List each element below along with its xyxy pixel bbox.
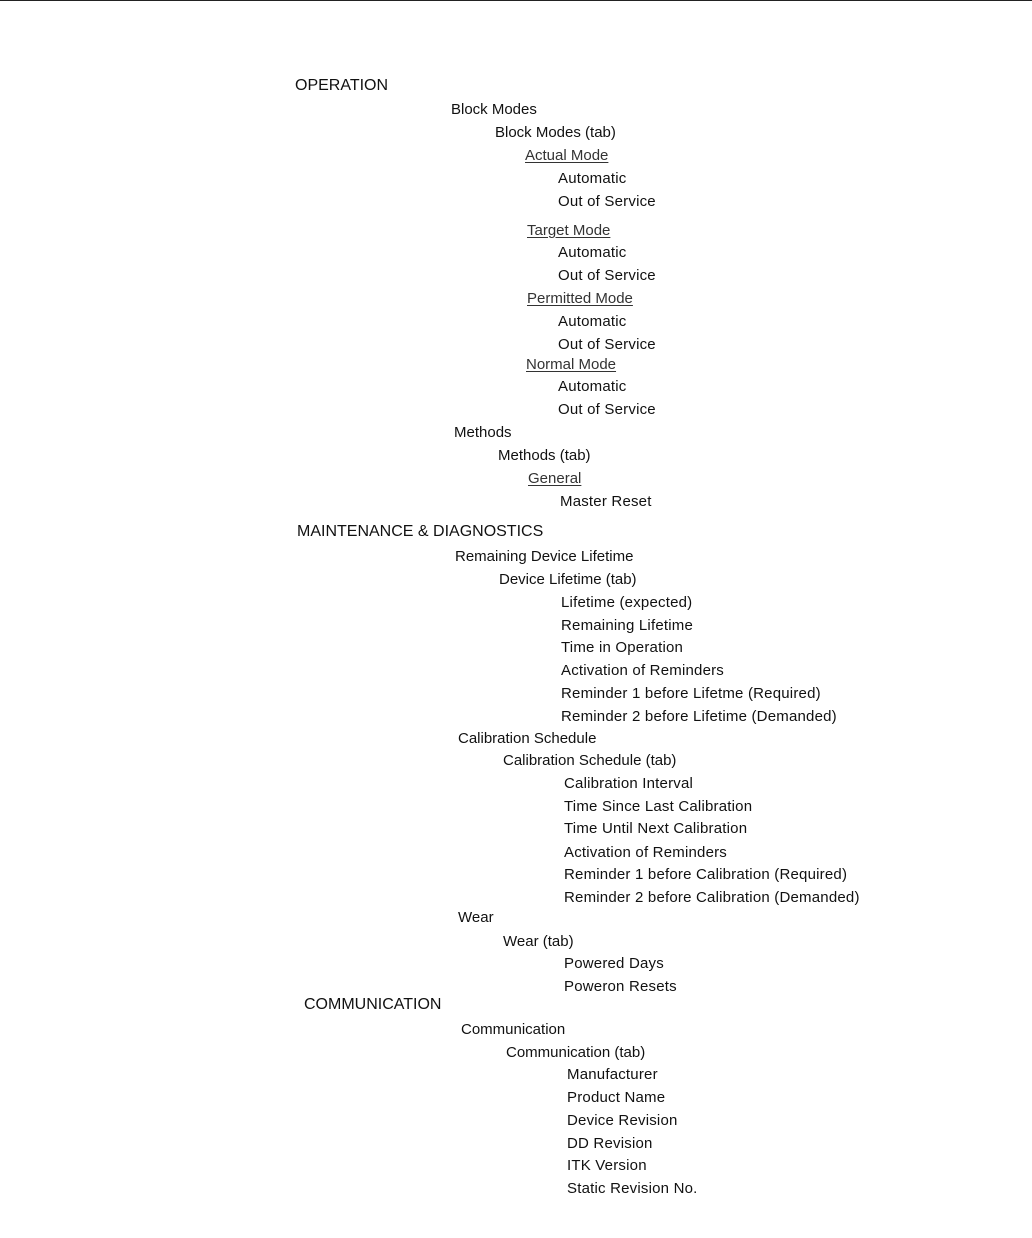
section-operation[interactable]: OPERATION [295,77,389,94]
group-wear[interactable]: Wear [458,909,494,926]
tab-communication[interactable]: Communication (tab) [506,1044,646,1061]
list-item[interactable]: Automatic [558,244,627,261]
group-block-modes[interactable]: Block Modes [451,101,537,118]
list-item[interactable]: Activation of Reminders [561,662,725,679]
list-item[interactable]: Product Name [567,1089,666,1106]
list-item[interactable]: Reminder 2 before Calibration (Demanded) [564,889,860,906]
list-item[interactable]: Reminder 2 before Lifetime (Demanded) [561,708,837,725]
tab-device-lifetime[interactable]: Device Lifetime (tab) [499,571,637,588]
list-item[interactable]: Out of Service [558,336,656,353]
list-item[interactable]: Reminder 1 before Lifetme (Required) [561,685,821,702]
list-item[interactable]: Device Revision [567,1112,678,1129]
list-item[interactable]: Manufacturer [567,1066,658,1083]
list-item[interactable]: Remaining Lifetime [561,617,693,634]
list-item[interactable]: Reminder 1 before Calibration (Required) [564,866,848,883]
list-item[interactable]: Calibration Interval [564,775,694,792]
list-item[interactable]: Lifetime (expected) [561,594,693,611]
list-item[interactable]: Out of Service [558,193,656,210]
subheading-permitted-mode: Permitted Mode [527,290,633,307]
list-item[interactable]: Time in Operation [561,639,684,656]
list-item[interactable]: Automatic [558,378,627,395]
tab-calibration-schedule[interactable]: Calibration Schedule (tab) [503,752,677,769]
list-item[interactable]: DD Revision [567,1135,653,1152]
top-divider [0,0,1032,1]
list-item[interactable]: Activation of Reminders [564,844,728,861]
group-calibration-schedule[interactable]: Calibration Schedule [458,730,597,747]
section-maintenance-diagnostics[interactable]: MAINTENANCE & DIAGNOSTICS [297,523,544,540]
list-item[interactable]: Static Revision No. [567,1180,698,1197]
list-item[interactable]: Powered Days [564,955,664,972]
list-item[interactable]: Automatic [558,313,627,330]
list-item[interactable]: Out of Service [558,401,656,418]
subheading-actual-mode: Actual Mode [525,147,609,164]
subheading-target-mode: Target Mode [527,222,611,239]
list-item[interactable]: ITK Version [567,1157,647,1174]
tab-methods[interactable]: Methods (tab) [498,447,591,464]
subheading-general: General [528,470,582,487]
section-communication[interactable]: COMMUNICATION [304,996,442,1013]
tab-block-modes[interactable]: Block Modes (tab) [495,124,616,141]
list-item[interactable]: Time Until Next Calibration [564,820,748,837]
list-item[interactable]: Automatic [558,170,627,187]
subheading-normal-mode: Normal Mode [526,356,617,373]
list-item[interactable]: Poweron Resets [564,978,677,995]
list-item[interactable]: Master Reset [560,493,652,510]
list-item[interactable]: Out of Service [558,267,656,284]
group-methods[interactable]: Methods [454,424,512,441]
group-communication[interactable]: Communication [461,1021,566,1038]
tab-wear[interactable]: Wear (tab) [503,933,574,950]
group-remaining-device-lifetime[interactable]: Remaining Device Lifetime [455,548,634,565]
list-item[interactable]: Time Since Last Calibration [564,798,753,815]
